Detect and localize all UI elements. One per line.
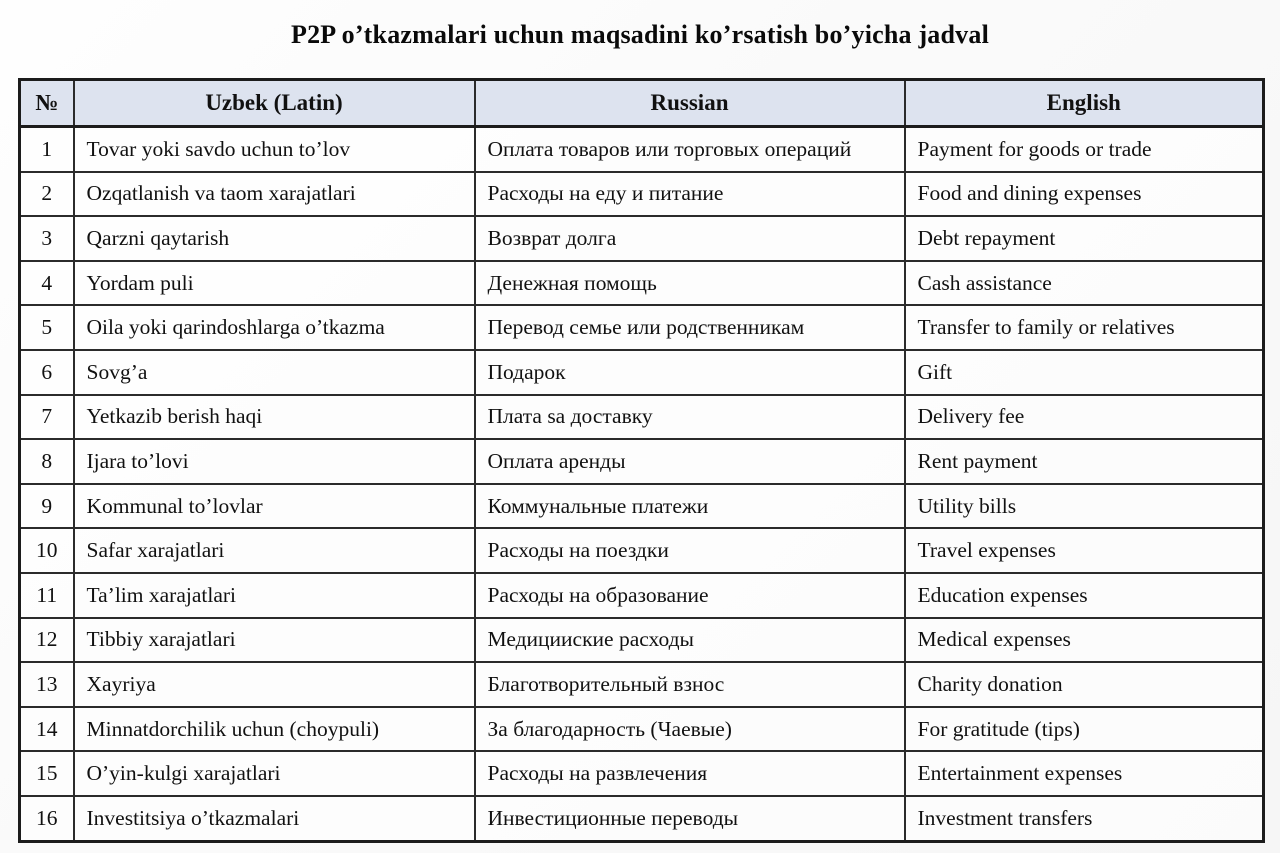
uzbek-cell: Investitsiya o’tkazmalari (74, 796, 475, 841)
english-cell: Debt repayment (905, 216, 1264, 261)
table-row (20, 127, 1264, 172)
english-cell: Rent payment (905, 439, 1264, 484)
table-row (20, 172, 1264, 217)
english-cell: Payment for goods or trade (905, 127, 1264, 172)
row-number-cell: 10 (20, 528, 74, 573)
russian-cell: Расходы на поездки (475, 528, 905, 573)
table-header-row (20, 80, 1264, 127)
uzbek-cell: Sovg’a (74, 350, 475, 395)
english-cell: Food and dining expenses (905, 172, 1264, 217)
table-row (20, 662, 1264, 707)
english-cell: Cash assistance (905, 261, 1264, 306)
row-number-cell: 1 (20, 127, 74, 172)
uzbek-cell: O’yin-kulgi xarajatlari (74, 751, 475, 796)
uzbek-cell: Yetkazib berish haqi (74, 395, 475, 440)
row-number-cell: 3 (20, 216, 74, 261)
english-cell: Education expenses (905, 573, 1264, 618)
row-number-cell: 12 (20, 618, 74, 663)
row-number-cell: 5 (20, 305, 74, 350)
row-number-cell: 14 (20, 707, 74, 752)
table-row (20, 796, 1264, 841)
english-cell: Travel expenses (905, 528, 1264, 573)
russian-cell: Оплата аренды (475, 439, 905, 484)
uzbek-cell: Safar xarajatlari (74, 528, 475, 573)
row-number-cell: 2 (20, 172, 74, 217)
english-cell: Gift (905, 350, 1264, 395)
english-cell: Transfer to family or relatives (905, 305, 1264, 350)
uzbek-cell: Ozqatlanish va taom xarajatlari (74, 172, 475, 217)
russian-cell: Медицииские расходы (475, 618, 905, 663)
uzbek-cell: Tovar yoki savdo uchun to’lov (74, 127, 475, 172)
table-row (20, 707, 1264, 752)
english-cell: Investment transfers (905, 796, 1264, 841)
row-number-cell: 6 (20, 350, 74, 395)
russian-cell: За благодарность (Чаевые) (475, 707, 905, 752)
table-row (20, 439, 1264, 484)
table-row (20, 261, 1264, 306)
row-number-cell: 15 (20, 751, 74, 796)
column-header-uzbek: Uzbek (Latin) (74, 80, 475, 127)
russian-cell: Благотворительный взнос (475, 662, 905, 707)
russian-cell: Денежная помощь (475, 261, 905, 306)
russian-cell: Коммунальные платежи (475, 484, 905, 529)
russian-cell: Подарок (475, 350, 905, 395)
russian-cell: Оплата товаров или торговых операций (475, 127, 905, 172)
russian-cell: Инвестиционные переводы (475, 796, 905, 841)
uzbek-cell: Qarzni qaytarish (74, 216, 475, 261)
page-title: P2P o’tkazmalari uchun maqsadini ko’rsatish bo’yicha jadval (291, 20, 989, 49)
russian-cell: Расходы на образование (475, 573, 905, 618)
row-number-cell: 11 (20, 573, 74, 618)
english-cell: Utility bills (905, 484, 1264, 529)
row-number-cell: 13 (20, 662, 74, 707)
table-row (20, 350, 1264, 395)
table-row (20, 618, 1264, 663)
row-number-cell: 8 (20, 439, 74, 484)
uzbek-cell: Yordam puli (74, 261, 475, 306)
column-header-russian: Russian (475, 80, 905, 127)
table-row (20, 573, 1264, 618)
russian-cell: Плата sa доставку (475, 395, 905, 440)
english-cell: Delivery fee (905, 395, 1264, 440)
uzbek-cell: Tibbiy xarajatlari (74, 618, 475, 663)
uzbek-cell: Xayriya (74, 662, 475, 707)
russian-cell: Расходы на развлечения (475, 751, 905, 796)
table-body (20, 127, 1264, 842)
uzbek-cell: Oila yoki qarindoshlarga o’tkazma (74, 305, 475, 350)
uzbek-cell: Minnatdorchilik uchun (choypuli) (74, 707, 475, 752)
table-row (20, 216, 1264, 261)
russian-cell: Возврат долга (475, 216, 905, 261)
english-cell: Medical expenses (905, 618, 1264, 663)
column-header-number: № (20, 80, 74, 127)
row-number-cell: 16 (20, 796, 74, 841)
p2p-purpose-table (18, 78, 1265, 843)
uzbek-cell: Ta’lim xarajatlari (74, 573, 475, 618)
row-number-cell: 4 (20, 261, 74, 306)
uzbek-cell: Kommunal to’lovlar (74, 484, 475, 529)
russian-cell: Расходы на еду и питание (475, 172, 905, 217)
table-row (20, 751, 1264, 796)
table-row (20, 528, 1264, 573)
row-number-cell: 7 (20, 395, 74, 440)
english-cell: Charity donation (905, 662, 1264, 707)
russian-cell: Перевод семье или родственникам (475, 305, 905, 350)
table-row (20, 484, 1264, 529)
column-header-english: English (905, 80, 1264, 127)
row-number-cell: 9 (20, 484, 74, 529)
table-row (20, 305, 1264, 350)
table-row (20, 395, 1264, 440)
english-cell: For gratitude (tips) (905, 707, 1264, 752)
uzbek-cell: Ijara to’lovi (74, 439, 475, 484)
english-cell: Entertainment expenses (905, 751, 1264, 796)
